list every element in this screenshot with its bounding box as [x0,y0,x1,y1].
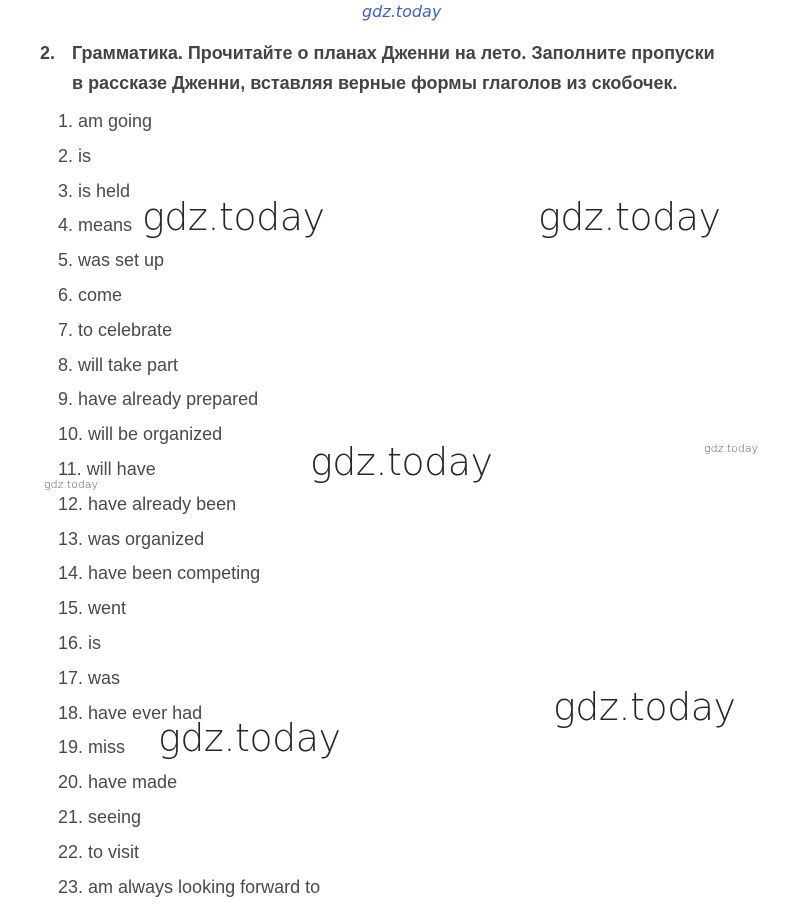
watermark: gdz.today [553,685,736,729]
answer-item: 1. am going [58,111,153,131]
answer-item: 4. means [58,215,133,236]
answer-item: 14. have been competing [58,563,261,584]
answer-item: 12. have already been [58,493,237,514]
watermark: gdz.today [142,195,325,239]
answer-item: 3. is held [58,180,131,201]
answer-item: 22. to visit [58,841,140,862]
task-header [40,38,800,98]
answer-item: 6. come [58,284,123,305]
answer-item: 16. is [58,632,102,653]
answer-item: 17. was [58,667,121,688]
answer-item: 9. have already prepared [58,389,259,410]
answer-item: 7. to celebrate [58,319,173,340]
answer-item: 13. was organized [58,528,205,549]
task-number: 2. [40,43,56,63]
watermark-small: gdz.today [704,442,759,455]
task-block [40,38,800,98]
answer-item: 20. have made [58,772,178,793]
watermark-top: gdz.today [362,2,442,21]
answer-item: 23. am always looking forward to [58,876,321,897]
answer-item: 2. is [58,145,92,166]
answer-item: 5. was set up [58,250,165,271]
answer-item: 18. have ever had [58,702,203,723]
answer-item: 8. will take part [58,354,179,375]
task-title-line-2: в рассказе Дженни, вставляя верные формы глаголов из скобочек. [72,73,678,93]
watermark: gdz.today [158,716,341,760]
answer-item: 10. will be organized [58,424,223,445]
answer-item: 19. miss [58,737,126,758]
watermark-small: gdz.today [44,478,99,491]
answer-item: 11. will have [58,458,156,479]
answer-item: 15. went [58,598,127,619]
watermark: gdz.today [538,195,721,239]
answer-item: 21. seeing [58,806,142,827]
task-title-line-1: Грамматика. Прочитайте о планах Дженни на лето. Заполните пропуски [72,43,715,63]
watermark: gdz.today [310,440,493,484]
